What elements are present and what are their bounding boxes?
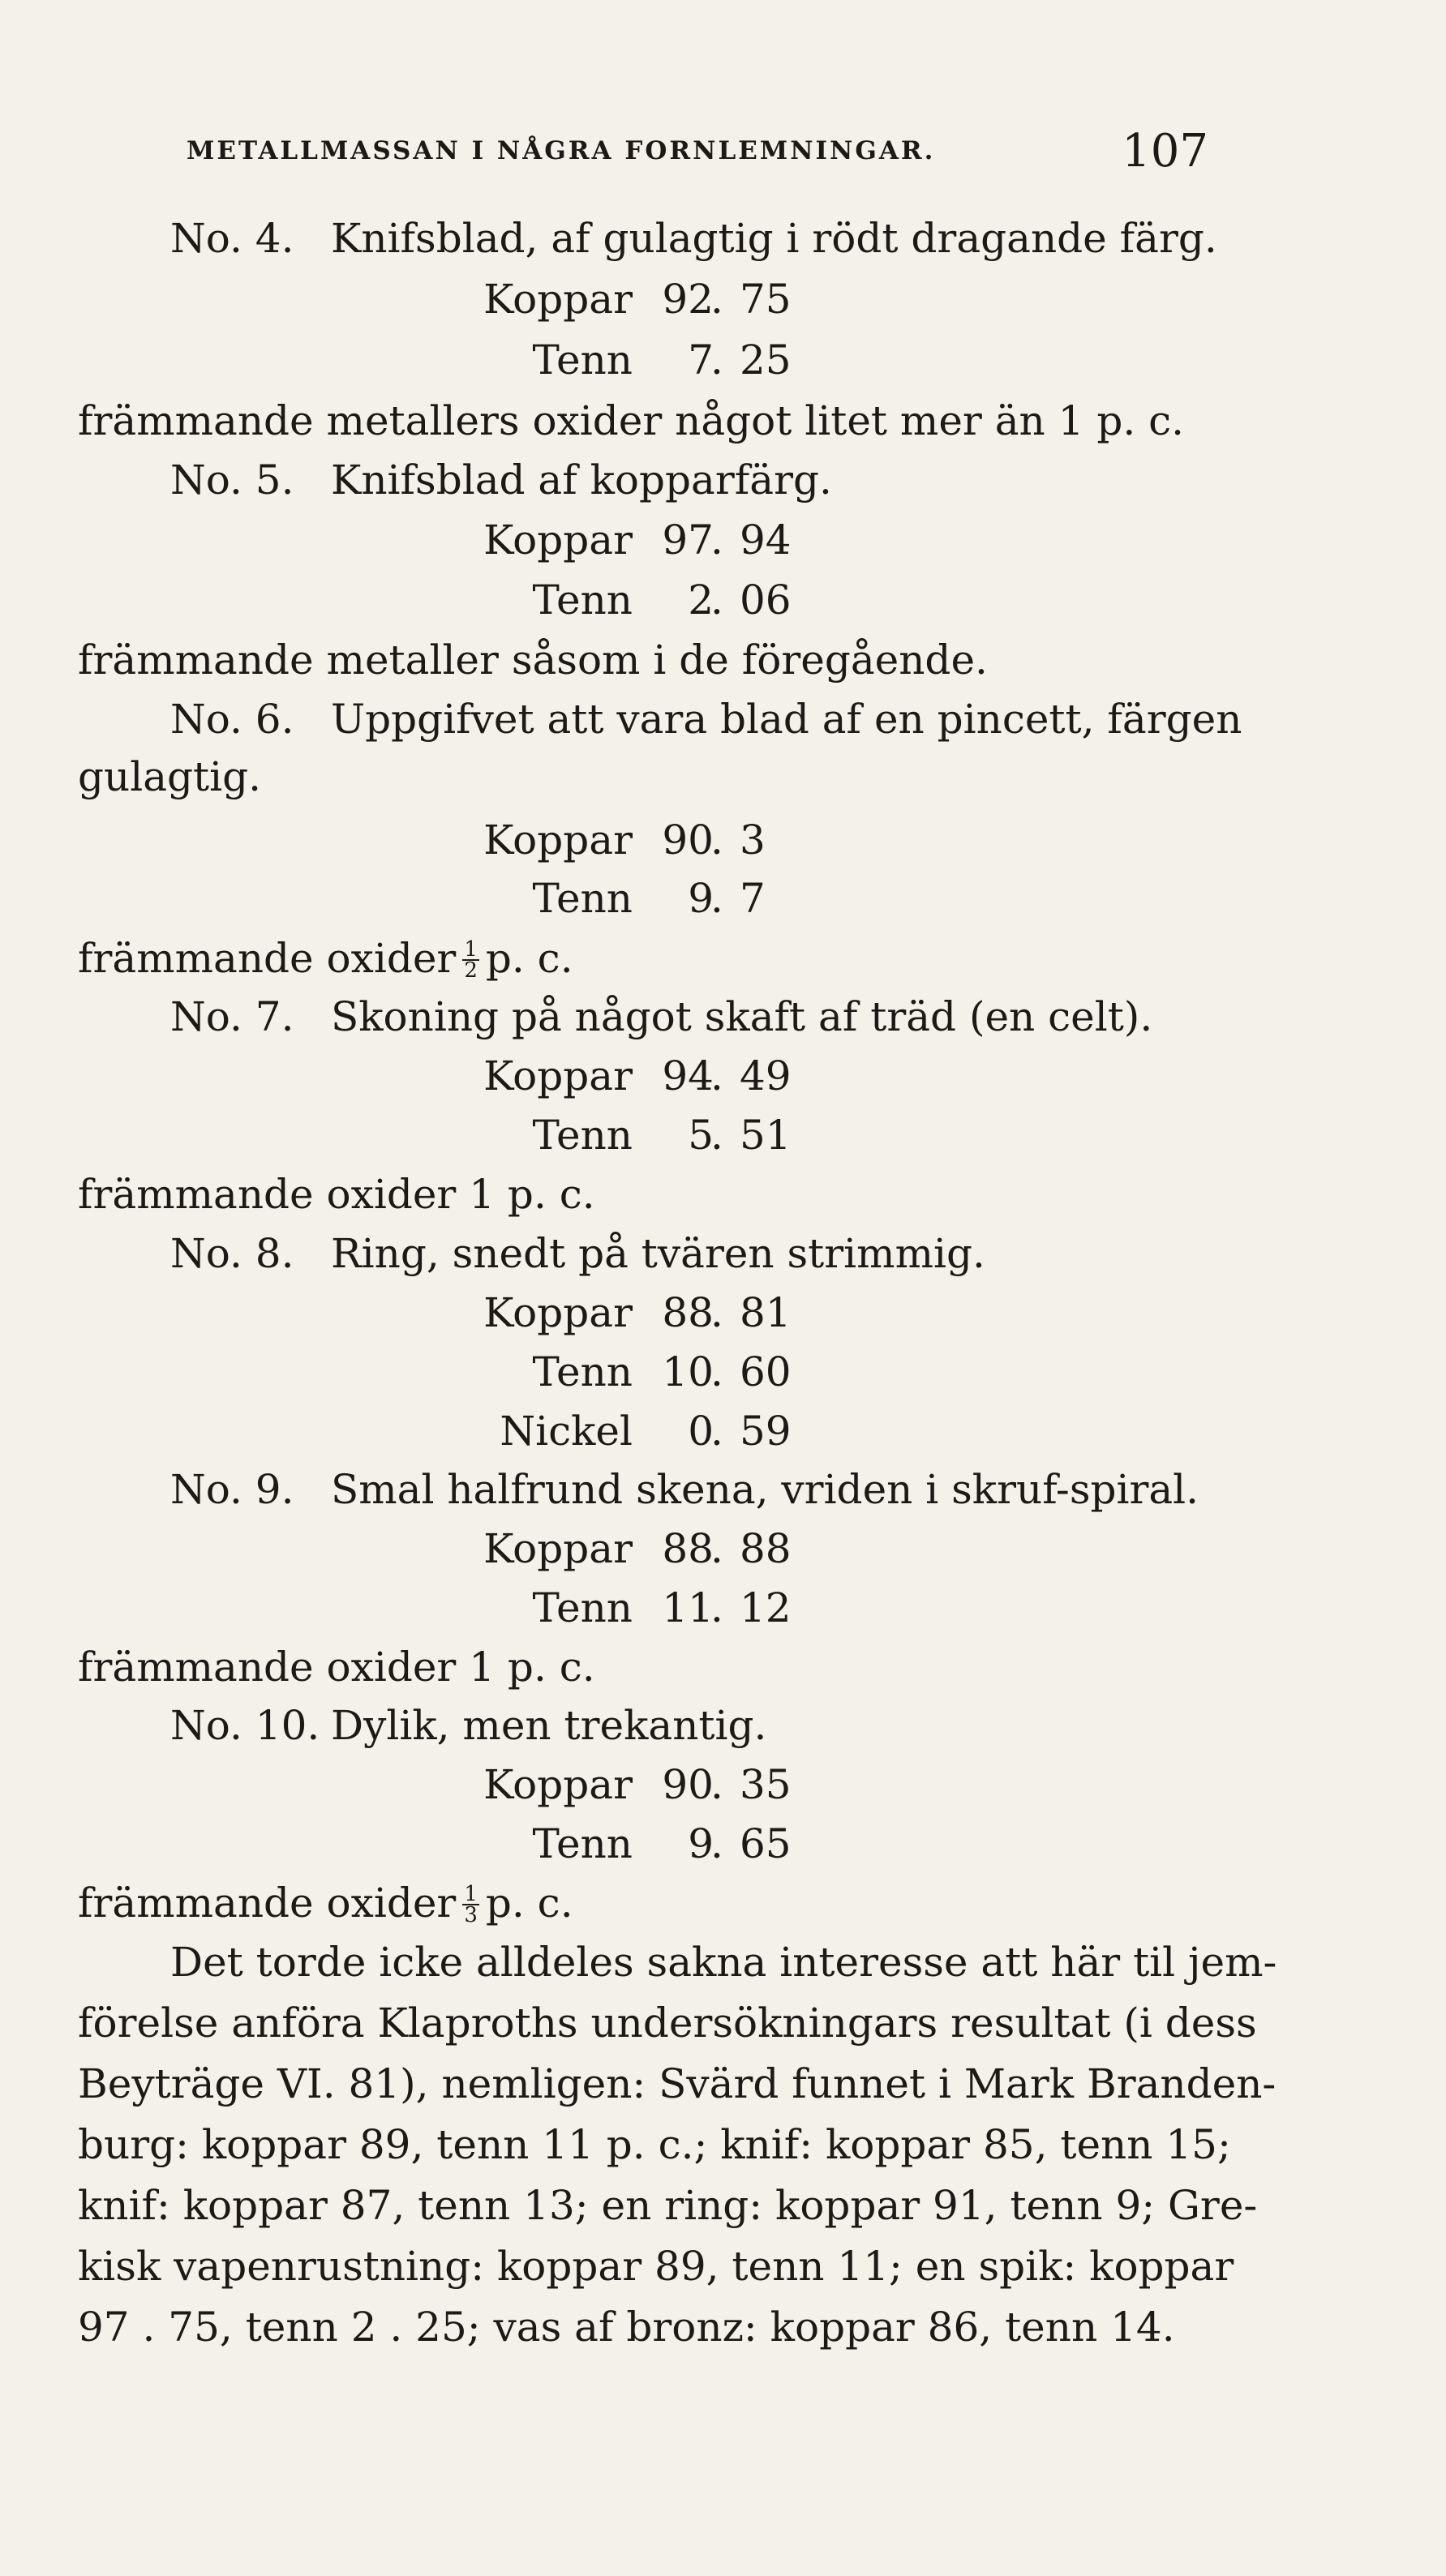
entry-description: Smal halfrund skena, vriden i skruf-spiral. [331,1466,1199,1513]
decimal-separator: . [710,1761,723,1808]
metal-name: Tenn [532,1584,633,1631]
value-decimal: 94 [740,516,792,564]
value-whole: 90 [662,1761,714,1808]
value-whole: 94 [662,1052,714,1099]
value-decimal: 06 [740,576,792,624]
fraction-numerator: 1 [464,1882,478,1906]
entry-note: främmande metallers oxider något litet mer än 1 p. c. [78,397,1185,444]
entry-number: No. 10. [170,1702,320,1749]
metal-name: Tenn [532,576,633,624]
metal-name: Tenn [532,1820,633,1867]
entry-number: No. 9. [170,1466,294,1513]
metal-name: Koppar [483,1052,633,1099]
metal-name: Tenn [532,1348,633,1395]
running-title: METALLMASSAN I NÅGRA FORNLEMNINGAR. [187,136,936,165]
note-suffix: p. c. [485,1879,573,1927]
entry-note [78,1874,573,1932]
entry-description-cont: gulagtig. [78,753,262,800]
metal-name: Koppar [483,1289,633,1336]
value-whole: 2 [688,576,714,624]
metal-name: Koppar [483,1761,633,1808]
metal-name: Nickel [500,1408,633,1455]
decimal-separator: . [710,1820,723,1867]
metal-name: Koppar [483,516,633,564]
paragraph-line: Det torde icke alldeles sakna interesse att här til jem- [170,1939,1277,1986]
entry-note: främmande oxider 1 p. c. [78,1171,595,1218]
decimal-separator: . [710,1289,723,1336]
entry-note: främmande metaller såsom i de föregående. [78,636,988,684]
decimal-separator: . [710,1525,723,1572]
note-suffix: p. c. [485,935,573,982]
metal-name: Koppar [483,276,633,323]
paragraph-line: kisk vapenrustning: koppar 89, tenn 11; en spik: koppar [78,2243,1234,2290]
entry-heading [170,209,1217,268]
entry-description: Knifsblad, af gulagtig i rödt dragande färg. [331,215,1217,262]
value-whole: 88 [662,1289,714,1336]
decimal-separator: . [710,1408,723,1455]
decimal-separator: . [710,817,723,864]
entry-description: Knifsblad af kopparfärg. [331,456,832,504]
entry-number: No. 7. [170,993,294,1040]
entry-heading [170,451,832,509]
decimal-separator: . [710,336,723,384]
metal-name: Koppar [483,1525,633,1572]
value-whole: 11 [662,1584,714,1631]
value-decimal: 3 [740,817,766,864]
value-whole: 0 [688,1408,714,1455]
value-whole: 97 [662,516,714,564]
decimal-separator: . [710,1348,723,1395]
value-whole: 90 [662,817,714,864]
entry-note: främmande oxider 1 p. c. [78,1644,595,1691]
decimal-separator: . [710,1112,723,1159]
value-whole: 7 [688,336,714,384]
value-decimal: 65 [740,1820,792,1867]
value-whole: 10 [662,1348,714,1395]
note-prefix: främmande oxider [78,935,457,982]
value-decimal: 59 [740,1408,792,1455]
value-decimal: 88 [740,1525,792,1572]
decimal-separator: . [710,276,723,323]
fraction-denominator: 3 [464,1903,478,1927]
value-whole: 5 [688,1112,714,1159]
paragraph-line: 97 . 75, tenn 2 . 25; vas af bronz: koppar 86, tenn 14. [78,2304,1175,2351]
page-header [187,125,1208,185]
entry-description: Dylik, men trekantig. [331,1702,767,1749]
fraction-third [462,1884,479,1925]
metal-name: Tenn [532,1112,633,1159]
entry-heading [170,988,1152,1046]
entry-number: No. 4. [170,215,294,262]
paragraph-line: Beyträge VI. 81), nemligen: Svärd funnet i Mark Branden- [78,2060,1277,2107]
entry-number: No. 6. [170,696,294,743]
value-decimal: 12 [740,1584,792,1631]
entry-heading [170,1696,766,1755]
entry-description: Ring, snedt på tvären strimmig. [331,1230,985,1277]
value-decimal: 75 [740,276,792,323]
metal-name: Koppar [483,817,633,864]
entry-number: No. 8. [170,1230,294,1277]
decimal-separator: . [710,576,723,624]
value-whole: 88 [662,1525,714,1572]
value-decimal: 49 [740,1052,792,1099]
value-decimal: 81 [740,1289,792,1336]
entry-note [78,929,573,988]
paragraph-line: knif: koppar 87, tenn 13; en ring: koppar 91, tenn 9; Gre- [78,2182,1258,2229]
decimal-separator: . [710,875,723,922]
metal-name: Tenn [532,875,633,922]
value-decimal: 51 [740,1112,792,1159]
fraction-numerator: 1 [464,937,478,962]
fraction-half [462,937,479,983]
value-whole: 92 [662,276,714,323]
decimal-separator: . [710,516,723,564]
value-whole: 9 [688,1820,714,1867]
value-decimal: 25 [740,336,792,384]
entry-description: Uppgifvet att vara blad af en pincett, färgen [331,696,1242,743]
value-decimal: 7 [740,875,766,922]
entry-description: Skoning på något skaft af träd (en celt). [331,993,1153,1040]
paragraph-line: burg: koppar 89, tenn 11 p. c.; knif: koppar 85, tenn 15; [78,2121,1231,2168]
page-number: 107 [1122,125,1208,178]
entry-number: No. 5. [170,456,294,504]
entry-heading [170,1460,1199,1519]
value-decimal: 35 [740,1761,792,1808]
paragraph-line: förelse anföra Klaproths undersökningars resultat (i dess [78,2000,1257,2047]
value-whole: 9 [688,875,714,922]
fraction-denominator: 2 [464,958,478,983]
entry-heading [170,690,1242,748]
metal-name: Tenn [532,336,633,384]
value-decimal: 60 [740,1348,792,1395]
entry-heading [170,1224,985,1283]
note-prefix: främmande oxider [78,1879,457,1927]
decimal-separator: . [710,1584,723,1631]
decimal-separator: . [710,1052,723,1099]
